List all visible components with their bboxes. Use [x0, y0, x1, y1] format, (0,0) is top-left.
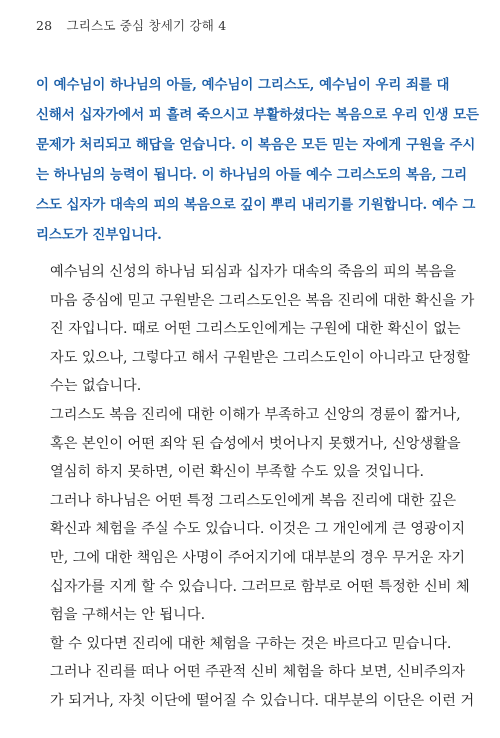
highlight-line: 문제가 처리되고 해답을 얻습니다. 이 복음은 모든 믿는 자에게 구원을 주시: [36, 137, 476, 153]
body-line: 십자가를 지게 할 수 있습니다. 그러므로 함부로 어떤 특정한 신비 체: [50, 578, 470, 595]
running-head: [36, 16, 226, 34]
highlighted-passage: [36, 70, 479, 250]
body-paragraph: [36, 630, 475, 716]
body-line: 그러나 하나님은 어떤 특정 그리스도인에게 복음 진리에 대한 깊은: [50, 492, 457, 509]
highlight-line: 리스도가 진부입니다.: [36, 227, 162, 243]
body-line: 가 되거나, 자칫 이단에 떨어질 수 있습니다. 대부분의 이단은 이런 거: [50, 692, 475, 709]
body-text: [36, 258, 475, 716]
body-line: 예수님의 신성의 하나님 되심과 십자가 대속의 죽음의 피의 복음을: [50, 264, 457, 280]
body-paragraph: [36, 487, 470, 630]
book-title: 그리스도 중심 창세기 강해 4: [66, 18, 227, 33]
body-line: 수는 없습니다.: [50, 378, 142, 395]
body-line: 그리스도 복음 진리에 대한 이해가 부족하고 신앙의 경륜이 짧거나,: [50, 406, 461, 423]
body-line: 만, 그에 대한 책임은 사명이 주어지기에 대부분의 경우 무거운 자기: [50, 549, 466, 566]
highlight-line: 는 하나님의 능력이 됩니다. 이 하나님의 아들 예수 그리스도의 복음, 그리: [36, 167, 468, 183]
body-line: 할 수 있다면 진리에 대한 체험을 구하는 것은 바르다고 믿습니다.: [50, 635, 452, 652]
highlight-paragraph: [36, 70, 479, 250]
body-paragraph: [36, 258, 475, 401]
highlight-line: 스도 십자가 대속의 피의 복음으로 깊이 뿌리 내리기를 기원합니다. 예수 그: [36, 197, 476, 213]
body-line: 진 자입니다. 때로 어떤 그리스도인에게는 구원에 대한 확신이 없는: [50, 321, 461, 338]
highlight-line: 이 예수님이 하나님의 아들, 예수님이 그리스도, 예수님이 우리 죄를 대: [36, 77, 450, 93]
body-line: 열심히 하지 못하면, 이런 확신이 부족할 수도 있을 것입니다.: [50, 464, 425, 481]
body-line: 마음 중심에 믿고 구원받은 그리스도인은 복음 진리에 대한 확신을 가: [50, 292, 475, 309]
body-line: 험을 구해서는 안 됩니다.: [50, 607, 206, 624]
body-line: 확신과 체험을 주실 수도 있습니다. 이것은 그 개인에게 큰 영광이지: [50, 521, 466, 538]
highlight-line: 신해서 십자가에서 피 흘려 죽으시고 부활하셨다는 복음으로 우리 인생 모든: [36, 107, 479, 123]
body-line: 혹은 본인이 어떤 죄악 된 습성에서 벗어나지 못했거나, 신앙생활을: [50, 435, 461, 452]
body-line: 그러나 진리를 떠나 어떤 주관적 신비 체험을 하다 보면, 신비주의자: [50, 664, 466, 681]
page-number: 28: [36, 18, 53, 33]
body-line: 자도 있으나, 그렇다고 해서 구원받은 그리스도인이 아니라고 단정할: [50, 349, 470, 366]
body-paragraph: [36, 401, 464, 487]
